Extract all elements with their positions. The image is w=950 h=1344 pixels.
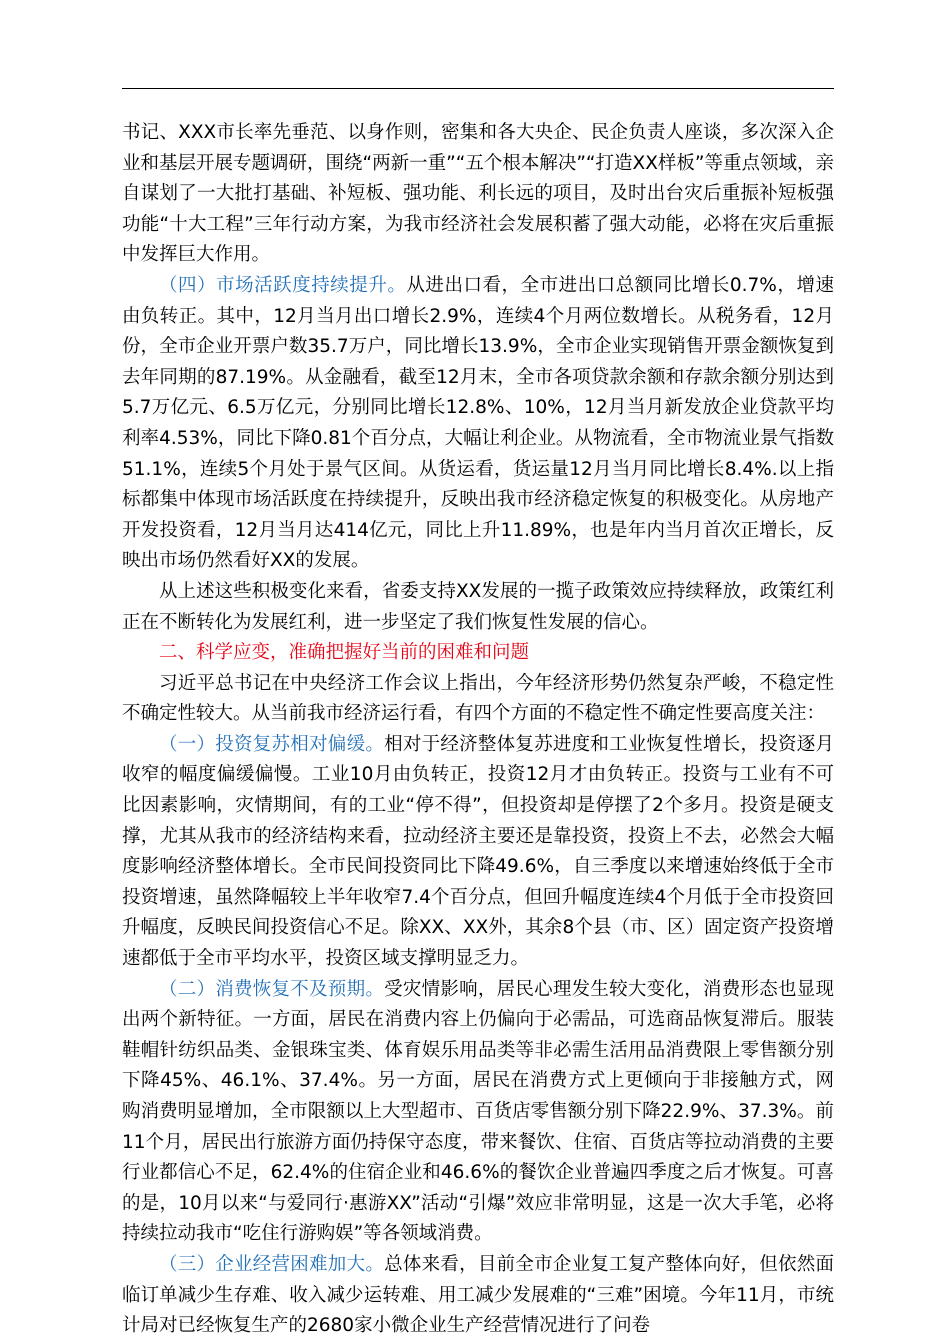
subheading-enterprise: （三）企业经营困难加大。 [159, 1253, 385, 1275]
paragraph-intro: 习近平总书记在中央经济工作会议上指出，今年经济形势仍然复杂严峻，不稳定性不确定性较大。从当前我市经济运行看，有四个方面的不稳定性不确定性要高度关注： [122, 672, 834, 725]
subheading-consumption: （二）消费恢复不及预期。 [159, 978, 385, 1000]
section-heading-2: 二、科学应变，准确把握好当前的困难和问题 [159, 642, 530, 664]
paragraph-investment: （一）投资复苏相对偏缓。相对于经济整体复苏进度和工业恢复性增长，投资逐月收窄的幅度偏缓偏慢。工业10月由负转正，投资12月才由负转正。投资与工业有不可比因素影响，灾情期间，有的工业“停不得”，但投资却是停摆了2个多月。投资是硬支撑，尤其从我市的经济结构来看，拉动经济主要还是靠投资，投资上不去，必然会大幅度影响经济整体增长。全市民间投资同比下降49.6%，自三季度以来增速始终低于全市投资增速，虽然降幅较上半年收窄7.4个百分点，但回升幅度连续4个月低于全市投资回升幅度，反映民间投资信心不足。除XX、XX外，其余8个县（市、区）固定资产投资增速都低于全市平均水平，投资区域支撑明显乏力。 [122, 733, 834, 970]
paragraph-summary: 从上述这些积极变化来看，省委支持XX发展的一揽子政策效应持续释放，政策红利正在不断转化为发展红利，进一步坚定了我们恢复性发展的信心。 [122, 580, 834, 633]
subheading-investment: （一）投资复苏相对偏缓。 [159, 733, 385, 755]
paragraph-continuation: 书记、XXX市长率先垂范、以身作则，密集和各大央企、民企负责人座谈，多次深入企业和基层开展专题调研，围绕“两新一重”“五个根本解决”“打造XX样板”等重点领域，亲自谋划了一大批打基础、补短板、强功能、利长远的项目，及时出台灾后重振补短板强功能“十大工程”三年行动方案，为我市经济社会发展积蓄了强大动能，必将在灾后重振中发挥巨大作用。 [122, 122, 834, 266]
paragraph-market-activity: （四）市场活跃度持续提升。从进出口看，全市进出口总额同比增长0.7%，增速由负转正。其中，12月当月出口增长2.9%，连续4个月两位数增长。从税务看，12月份，全市企业开票户数35.7万户，同比增长13.9%，全市企业实现销售开票金额恢复到去年同期的87.19%。从金融看，截至12月末，全市各项贷款余额和存款余额分别达到5.7万亿元、6.5万亿元，分别同比增长12.8%、10%，12月当月新发放企业贷款平均利率4.53%，同比下降0.81个百分点，大幅让利企业。从物流看，全市物流业景气指数51.1%，连续5个月处于景气区间。从货运看，货运量12月当月同比增长8.4%.以上指标都集中体现市场活跃度在持续提升，反映出我市经济稳定恢复的积极变化。从房地产开发投资看，12月当月达414亿元，同比上升11.89%，也是年内当月首次正增长，反映出市场仍然看好XX的发展。 [122, 274, 834, 572]
header-rule [122, 88, 834, 89]
paragraph-consumption: （二）消费恢复不及预期。受灾情影响，居民心理发生较大变化，消费形态也显现出两个新特征。一方面，居民在消费内容上仍偏向于必需品，可选商品恢复滞后。服装鞋帽针纺织品类、金银珠宝类、体育娱乐用品类等非必需生活用品消费限上零售额分别下降45%、46.1%、37.4%。另一方面，居民在消费方式上更倾向于非接触方式，网购消费明显增加，全市限额以上大型超市、百货店零售额分别下降22.9%、37.3%。前11个月，居民出行旅游方面仍持保守态度，带来餐饮、住宿、百货店等拉动消费的主要行业都信心不足，62.4%的住宿企业和46.6%的餐饮企业普遍四季度之后才恢复。可喜的是，10月以来“与爱同行·惠游XX”活动“引爆”效应非常明显，这是一次大手笔，必将持续拉动我市“吃住行游购娱”等各领域消费。 [122, 978, 834, 1245]
subheading-market-activity: （四）市场活跃度持续提升。 [159, 274, 407, 296]
paragraph-enterprise: （三）企业经营困难加大。总体来看，目前全市企业复工复产整体向好，但依然面临订单减少生存难、收入减少运转难、用工减少发展难的“三难”困境。今年11月，市统计局对已经恢复生产的2680家小微企业生产经营情况进行了问卷 [122, 1253, 834, 1337]
document-body [122, 118, 834, 1342]
